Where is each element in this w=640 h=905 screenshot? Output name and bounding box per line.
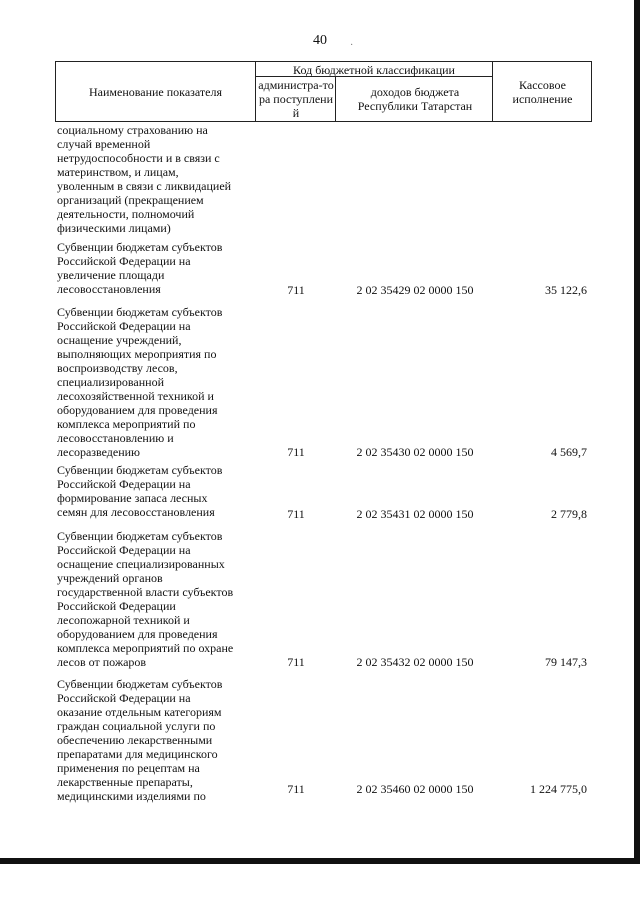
row-description: Субвенции бюджетам субъектов Российской Федерации на формирование запаса лесных семян для лесовосстановления — [57, 463, 223, 519]
header-budget-revenue: доходов бюджета Республики Татарстан — [357, 85, 473, 113]
header-indicator: Наименование показателя — [89, 85, 222, 99]
table-row — [57, 463, 587, 523]
row-amount: 79 147,3 — [545, 655, 587, 669]
row-admin-code: 711 — [287, 283, 305, 297]
header-bottom-border — [55, 121, 592, 122]
row-budget-code: 2 02 35429 02 0000 150 — [356, 283, 474, 297]
header-administrator: администра-тора поступлений — [258, 78, 334, 120]
row-description: Субвенции бюджетам субъектов Российской Федерации на оснащение специализированных учреждений органов государственной власти субъектов Российской Федерации лесопожарной техникой и оборудованием для проведения комплекса мероприятий по охране лесов от пожаров — [57, 529, 234, 669]
row-budget-code: 2 02 35430 02 0000 150 — [356, 445, 474, 459]
row-admin-code: 711 — [287, 445, 305, 459]
table-row — [57, 123, 587, 235]
row-description: социальному страхованию на случай временной нетрудоспособности и в связи с материнством, и лицам, уволенным в связи с ликвидацией организаций (прекращением деятельности, полномочий физическими лицами) — [57, 123, 232, 235]
row-admin-code: 711 — [287, 507, 305, 521]
row-budget-code: 2 02 35432 02 0000 150 — [356, 655, 474, 669]
row-description: Субвенции бюджетам субъектов Российской Федерации на оказание отдельным категориям граждан социальной услуги по обеспечению лекарственными препаратами для медицинского применения по рецептам на лекарственные препараты, медицинскими изделиями по — [57, 677, 223, 803]
scan-bottom-edge — [0, 858, 640, 864]
table-row — [57, 305, 587, 461]
scan-right-edge — [634, 0, 640, 864]
table-row — [57, 240, 587, 300]
header-divider-2 — [335, 76, 336, 122]
table-row — [57, 529, 587, 671]
row-amount: 35 122,6 — [545, 283, 587, 297]
row-budget-code: 2 02 35460 02 0000 150 — [356, 782, 474, 796]
row-admin-code: 711 — [287, 655, 305, 669]
row-amount: 4 569,7 — [551, 445, 587, 459]
scan-speck: · — [350, 40, 354, 51]
row-admin-code: 711 — [287, 782, 305, 796]
table-right-border — [591, 61, 592, 122]
row-description: Субвенции бюджетам субъектов Российской Федерации на оснащение учреждений, выполняющих мероприятия по воспроизводству лесов, специализированной лесохозяйственной техникой и оборудованием для проведения комплекса мероприятий по лесовосстановлению и лесоразведению — [57, 305, 223, 459]
page-number: 40 — [313, 33, 327, 48]
header-divider-3 — [492, 61, 493, 122]
row-description: Субвенции бюджетам субъектов Российской Федерации на увеличение площади лесовосстановления — [57, 240, 223, 296]
table-row — [57, 677, 587, 805]
row-budget-code: 2 02 35431 02 0000 150 — [356, 507, 474, 521]
header-execution: Кассовое исполнение — [512, 78, 573, 106]
row-amount: 1 224 775,0 — [530, 782, 587, 796]
header-classification: Код бюджетной классификации — [293, 63, 455, 77]
table-top-border — [55, 61, 592, 62]
row-amount: 2 779,8 — [551, 507, 587, 521]
